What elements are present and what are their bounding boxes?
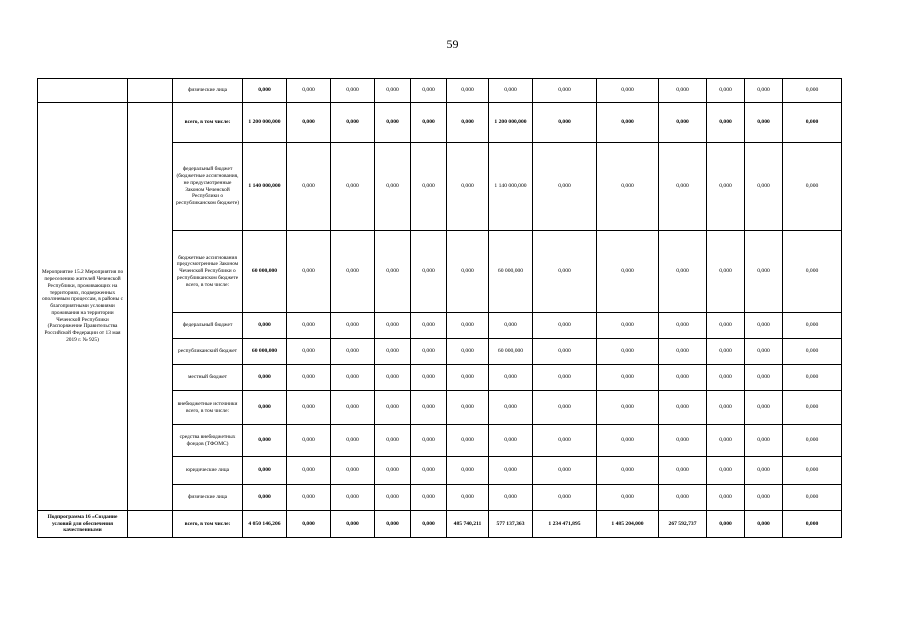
table-row [38,79,842,103]
value-cell: 0,000 [707,425,745,457]
value-cell: 267 592,737 [659,511,707,538]
value-cell: 0,000 [533,339,597,365]
value-cell: 0,000 [375,143,411,231]
value-cell: 0,000 [659,365,707,391]
value-cell: 0,000 [783,391,842,425]
value-cell: 0,000 [411,457,447,485]
value-cell: 0,000 [597,365,659,391]
value-cell: 0,000 [331,79,375,103]
value-cell: 0,000 [533,457,597,485]
value-cell: 0,000 [287,231,331,313]
value-cell: 0,000 [287,425,331,457]
row-label: всего, в том числе: [173,103,243,143]
value-cell: 0,000 [447,485,489,511]
value-cell: 0,000 [287,457,331,485]
value-cell: 0,000 [375,79,411,103]
value-cell: 0,000 [533,143,597,231]
value-cell: 0,000 [331,457,375,485]
value-cell: 0,000 [745,457,783,485]
value-cell: 0,000 [745,485,783,511]
value-cell: 0,000 [659,339,707,365]
value-cell: 0,000 [597,391,659,425]
value-cell: 0,000 [489,313,533,339]
value-cell: 0,000 [331,425,375,457]
page-number: 59 [446,37,459,51]
value-cell: 0,000 [447,391,489,425]
value-cell: 1 140 000,000 [489,143,533,231]
table-row [38,103,842,143]
value-cell: 0,000 [287,365,331,391]
value-cell: 0,000 [243,457,287,485]
value-cell: 0,000 [533,391,597,425]
value-cell: 0,000 [707,365,745,391]
value-cell: 0,000 [783,143,842,231]
value-cell: 0,000 [707,391,745,425]
row-label: физические лица [173,485,243,511]
value-cell: 0,000 [331,231,375,313]
value-cell: 0,000 [745,313,783,339]
value-cell: 0,000 [707,103,745,143]
value-cell: 0,000 [597,103,659,143]
value-cell: 0,000 [533,365,597,391]
value-cell: 0,000 [659,485,707,511]
value-cell: 0,000 [287,143,331,231]
value-cell: 0,000 [707,485,745,511]
value-cell: 0,000 [331,511,375,538]
value-cell: 0,000 [783,425,842,457]
value-cell: 0,000 [331,391,375,425]
value-cell: 60 000,000 [489,339,533,365]
empty-cell [128,103,173,511]
value-cell: 0,000 [783,103,842,143]
value-cell: 0,000 [447,425,489,457]
value-cell: 60 000,000 [489,231,533,313]
value-cell: 0,000 [597,485,659,511]
value-cell: 0,000 [707,79,745,103]
value-cell: 0,000 [745,231,783,313]
row-label: бюджетные ассигнования предусмотренные Законом Чеченской Республики о республиканском бюджете всего, в том числе: [173,231,243,313]
value-cell: 0,000 [411,339,447,365]
row-label: местный бюджет [173,365,243,391]
value-cell: 0,000 [783,365,842,391]
value-cell: 0,000 [411,313,447,339]
value-cell: 0,000 [447,457,489,485]
value-cell: 0,000 [243,391,287,425]
value-cell: 0,000 [411,391,447,425]
row-label: физические лица [173,79,243,103]
value-cell: 0,000 [745,391,783,425]
value-cell: 0,000 [533,313,597,339]
value-cell: 4 050 146,206 [243,511,287,538]
value-cell: 0,000 [659,143,707,231]
value-cell: 0,000 [411,103,447,143]
value-cell: 0,000 [745,103,783,143]
value-cell: 0,000 [375,425,411,457]
value-cell: 0,000 [659,313,707,339]
value-cell: 0,000 [243,365,287,391]
value-cell: 0,000 [411,425,447,457]
row-label: средства внебюджетных фондов (ТФОМС) [173,425,243,457]
value-cell: 0,000 [659,457,707,485]
row-label: юридические лица [173,457,243,485]
value-cell: 0,000 [375,365,411,391]
value-cell: 0,000 [287,103,331,143]
row-label: федеральный бюджет [173,313,243,339]
value-cell: 0,000 [243,313,287,339]
value-cell: 0,000 [331,365,375,391]
value-cell: 0,000 [447,313,489,339]
value-cell: 0,000 [331,103,375,143]
value-cell: 0,000 [783,79,842,103]
value-cell: 0,000 [659,425,707,457]
value-cell: 1 200 000,000 [243,103,287,143]
value-cell: 0,000 [533,79,597,103]
value-cell: 0,000 [659,79,707,103]
activity-title: Мероприятие 15.2 Мероприятия по переселению жителей Чеченской Республики, проживающих на территориях, подверженных оползневым процессам, в районы с благоприятными условиями проживания на территории Чеченской Республики (Распоряжение Правительства Российской Федерации от 13 мая 2019 г. № 925) [38,103,128,511]
value-cell: 0,000 [533,425,597,457]
value-cell: 0,000 [783,313,842,339]
value-cell: 0,000 [447,79,489,103]
empty-cell [128,511,173,538]
value-cell: 0,000 [707,231,745,313]
value-cell: 0,000 [783,511,842,538]
value-cell: 0,000 [447,103,489,143]
row-label: всего, в том числе: [173,511,243,538]
value-cell: 0,000 [447,231,489,313]
value-cell: 0,000 [375,339,411,365]
value-cell: 0,000 [331,485,375,511]
budget-table [37,78,842,538]
empty-cell [128,79,173,103]
value-cell: 0,000 [243,485,287,511]
value-cell: 0,000 [783,339,842,365]
value-cell: 0,000 [375,103,411,143]
value-cell: 0,000 [411,143,447,231]
value-cell: 1 485 204,000 [597,511,659,538]
value-cell: 0,000 [659,103,707,143]
value-cell: 0,000 [597,313,659,339]
row-label: республиканский бюджет [173,339,243,365]
value-cell: 0,000 [287,339,331,365]
value-cell: 0,000 [597,425,659,457]
value-cell: 0,000 [375,313,411,339]
value-cell: 1 140 000,000 [243,143,287,231]
value-cell: 0,000 [707,143,745,231]
value-cell: 0,000 [707,457,745,485]
value-cell: 0,000 [411,79,447,103]
value-cell: 0,000 [745,339,783,365]
value-cell: 0,000 [331,339,375,365]
value-cell: 0,000 [745,425,783,457]
value-cell: 0,000 [745,511,783,538]
value-cell: 0,000 [411,485,447,511]
value-cell: 0,000 [659,231,707,313]
value-cell: 0,000 [783,457,842,485]
empty-cell [38,79,128,103]
value-cell: 0,000 [597,79,659,103]
value-cell: 0,000 [287,391,331,425]
value-cell: 0,000 [447,339,489,365]
value-cell: 60 000,000 [243,231,287,313]
value-cell: 0,000 [447,365,489,391]
value-cell: 0,000 [287,511,331,538]
value-cell: 0,000 [489,79,533,103]
value-cell: 0,000 [375,511,411,538]
value-cell: 1 200 000,000 [489,103,533,143]
value-cell: 0,000 [783,485,842,511]
value-cell: 0,000 [331,143,375,231]
value-cell: 0,000 [411,231,447,313]
value-cell: 0,000 [745,365,783,391]
value-cell: 0,000 [533,231,597,313]
value-cell: 0,000 [411,365,447,391]
value-cell: 0,000 [243,425,287,457]
value-cell: 0,000 [707,313,745,339]
value-cell: 0,000 [489,425,533,457]
value-cell: 0,000 [447,143,489,231]
value-cell: 0,000 [489,391,533,425]
value-cell: 0,000 [659,391,707,425]
value-cell: 0,000 [375,457,411,485]
value-cell: 0,000 [287,313,331,339]
value-cell: 1 234 471,895 [533,511,597,538]
value-cell: 60 000,000 [243,339,287,365]
row-label: внебюджетные источники всего, в том числе: [173,391,243,425]
value-cell: 0,000 [707,511,745,538]
value-cell: 0,000 [533,103,597,143]
value-cell: 0,000 [375,231,411,313]
value-cell: 0,000 [489,365,533,391]
row-label: федеральный бюджет (бюджетные ассигнования, не предусмотренные Законом Чеченской Республики о республиканском бюджете) [173,143,243,231]
value-cell: 0,000 [287,79,331,103]
value-cell: 0,000 [411,511,447,538]
value-cell: 0,000 [243,79,287,103]
value-cell: 0,000 [489,485,533,511]
value-cell: 0,000 [745,143,783,231]
value-cell: 485 740,211 [447,511,489,538]
value-cell: 0,000 [707,339,745,365]
value-cell: 0,000 [783,231,842,313]
value-cell: 0,000 [375,485,411,511]
subprogram-title: Подпрограмма 16 «Создание условий для обеспечения качественными [38,511,128,538]
value-cell: 0,000 [597,457,659,485]
value-cell: 0,000 [745,79,783,103]
value-cell: 577 137,363 [489,511,533,538]
value-cell: 0,000 [597,143,659,231]
value-cell: 0,000 [533,485,597,511]
value-cell: 0,000 [331,313,375,339]
value-cell: 0,000 [597,339,659,365]
value-cell: 0,000 [287,485,331,511]
value-cell: 0,000 [375,391,411,425]
table-row [38,511,842,538]
value-cell: 0,000 [597,231,659,313]
value-cell: 0,000 [489,457,533,485]
